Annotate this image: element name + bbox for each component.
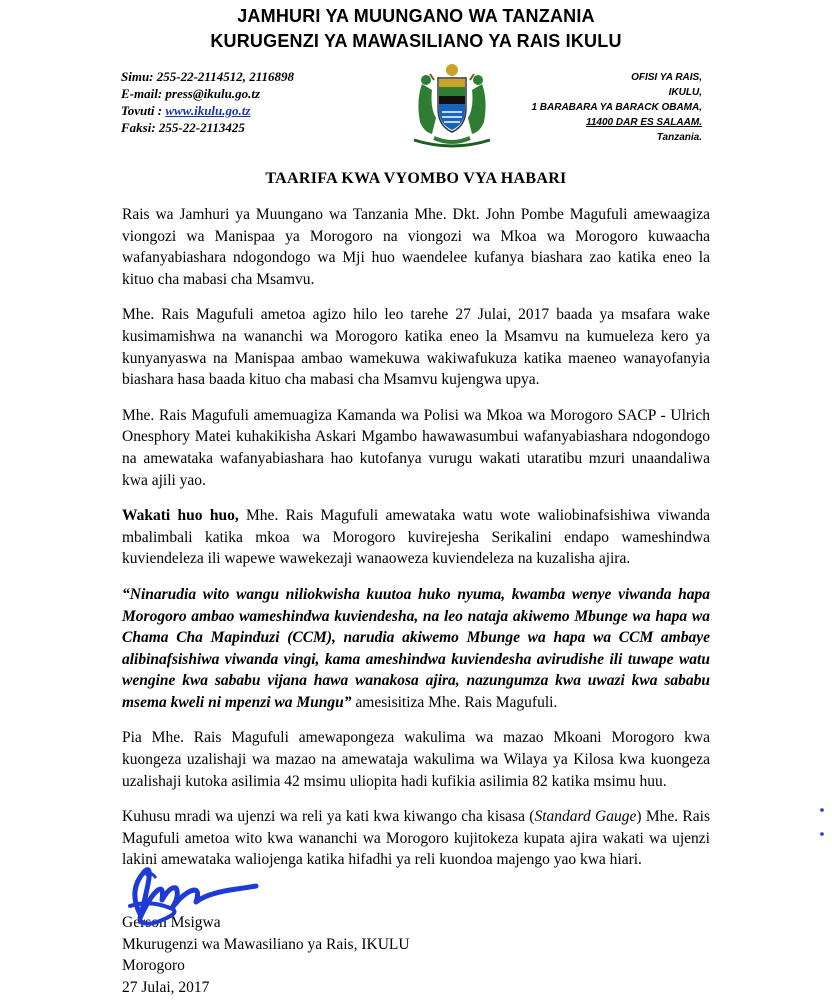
signoff-date: 27 Julai, 2017 (122, 978, 210, 996)
paragraph-7-end: ) Mhe. Rais Magufuli ametoa wito kwa wananchi wa Morogoro kujitokeza kupata ajira wakati wa ujenzi lakini amewataka waliojenga katika hifadhi ya reli kuondoa majengo yao kwa hiari. (122, 808, 710, 869)
phone-number: Simu: 255-22-2114512, 2116898 (121, 69, 294, 84)
header-line-1: JAMHURI YA MUUNGANO WA TANZANIA (237, 6, 595, 26)
signoff-place: Morogoro (122, 957, 185, 974)
document-title: TAARIFA KWA VYOMBO VYA HABARI (265, 170, 567, 187)
paragraph-1: Rais wa Jamhuri ya Muungano wa Tanzania Mhe. Dkt. John Pombe Magufuli amewaagiza viongozi wa Manispaa ya Morogoro na viongozi wa Mkoa wa Morogoro kuwaacha wafanyabiashara ndogondogo wa Mji huo waendelee kufanya biashara zao katika eneo la kituo cha mabasi cha Msamvu. (122, 206, 710, 288)
header-line-2: KURUGENZI YA MAWASILIANO YA RAIS IKULU (210, 31, 622, 51)
document-body (122, 204, 710, 885)
website-label: Tovuti : (121, 103, 166, 118)
paragraph-7-italic: Standard Gauge (534, 808, 637, 826)
paragraph-7-start: Kuhusu mradi wa ujenzi wa reli ya kati kwa kiwango cha kisasa ( (122, 808, 535, 826)
signatory-name: Gerson Msigwa (122, 914, 221, 931)
coat-of-arms-icon (404, 60, 500, 148)
website-row (121, 102, 294, 119)
address-line-2: IKULU, (668, 87, 702, 98)
signatory-position: Mkurugenzi wa Mawasiliano ya Rais, IKULU (122, 935, 410, 953)
address-line-5: Tanzania. (656, 132, 702, 143)
quote-attribution: amesisitiza Mhe. Rais Magufuli. (351, 693, 558, 711)
address-line-3: 1 BARABARA YA BARACK OBAMA, (531, 102, 702, 113)
contact-details (121, 68, 294, 136)
signature-icon (110, 856, 260, 936)
paragraph-2: Mhe. Rais Magufuli ametoa agizo hilo leo tarehe 27 Julai, 2017 baada ya msafara wake kusimamishwa na wananchi wa Morogoro katika eneo la Msamvu na kumueleza kero ya kunyanyaswa na Manispaa ambao wamekuwa wakiwafukuza katika maeneo wanayofanyia biashara hasa baada kituo cha mabasi cha Msamvu kujengwa upya. (122, 306, 710, 389)
quote-text: “Ninarudia wito wangu niliokwisha kuutoa huko nyuma, kwamba wenye viwanda hapa Morogoro ambao wameshindwa kuviendesha, na leo nataja akiwemo Mbunge wa hapa wa Chama Cha Mapinduzi (CCM), narudia akiwemo Mbunge wa hapa wa CCM ambaye alibinafsishiwa viwanda vingi, kama ameshindwa kuviendesha avirudishe ili tuwape watu wengine kwa sababu vijana hawa wanakosa ajira, nazungumza kwa uwazi kwa sababu msema kweli ni mpenzi wa Mungu” (122, 585, 710, 711)
address-line-1: OFISI YA RAIS, (631, 72, 702, 83)
office-address (531, 70, 702, 145)
margin-marks (816, 806, 828, 838)
paragraph-5 (122, 584, 710, 714)
paragraph-3: Mhe. Rais Magufuli amemuagiza Kamanda wa Polisi wa Mkoa wa Morogoro SACP - Ulrich Onesphory Matei kuhakikisha Askari Mgambo hawawasumbui wafanyabiashara ndogondogo na amewataka wafanyabiashara hao kutofanya vurugu wakati utaratibu mzuri unaandaliwa kwa ajili yao. (122, 406, 710, 489)
email-address: E-mail: press@ikulu.go.tz (121, 86, 261, 101)
website-link[interactable]: www.ikulu.go.tz (165, 103, 251, 118)
fax-number: Faksi: 255-22-2113425 (121, 120, 245, 135)
paragraph-6: Pia Mhe. Rais Magufuli amewapongeza wakulima wa mazao Mkoani Morogoro kwa kuongeza uzalishaji wa mazao na amewataja wakulima wa Wilaya ya Kilosa kwa kuongeza uzalishaji kutoka asilimia 42 msimu uliopita hadi kufikia asilimia 82 katika msimu huu. (122, 729, 710, 790)
paragraph-4-lead: Wakati huo huo, (122, 507, 239, 525)
paragraph-4-rest: Mhe. Rais Magufuli amewataka watu wote waliobinafsishiwa viwanda mbalimbali katika mkoa wa Morogoro kuvirejesha Serikalini endapo wameshindwa kuviendeleza ili wapewe wawekezaji wanaoweza kuviendeleza na kuzalisha ajira. (122, 507, 710, 568)
address-line-4: 11400 DAR ES SALAAM. (586, 117, 702, 128)
paragraph-4 (122, 505, 710, 570)
